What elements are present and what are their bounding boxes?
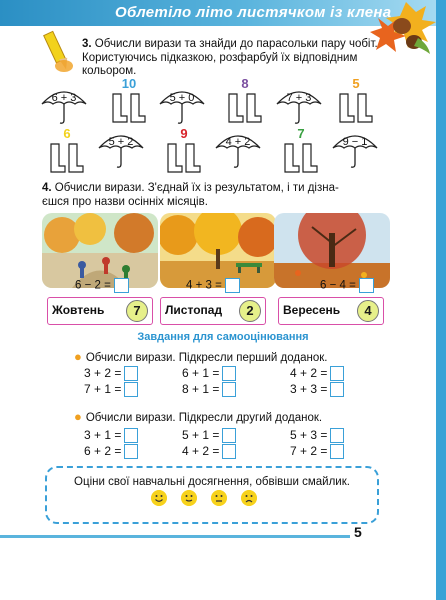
equation: [290, 444, 344, 459]
expression-3: [320, 278, 374, 293]
boots-4[interactable]: [48, 126, 86, 174]
boots-number: 6: [63, 126, 71, 141]
umbrella-4[interactable]: [97, 130, 145, 170]
equation-text: 8 + 1 =: [182, 382, 220, 396]
equation: [290, 428, 344, 443]
umbrella-2[interactable]: [158, 86, 206, 126]
equation-text: 7 + 2 =: [290, 444, 328, 458]
equation-text: 5 + 3 =: [290, 428, 328, 442]
equation: [84, 382, 138, 397]
boots-number: 10: [121, 76, 137, 91]
task4-number: 4.: [42, 182, 52, 194]
equation: [182, 444, 236, 459]
task3-text: [82, 38, 412, 79]
answer-box[interactable]: [124, 366, 138, 381]
self-check-title: Завдання для самооцінювання: [137, 331, 309, 343]
task4-text: [42, 182, 392, 209]
answer-box[interactable]: [222, 366, 236, 381]
equation-text: 4 + 2 =: [182, 444, 220, 458]
falling-leaves-picture: [274, 213, 390, 288]
month-card-3[interactable]: [278, 297, 384, 325]
umbrella-expression: 4 + 2: [225, 136, 251, 148]
instruction-2-text: Обчисли вирази. Підкресли другий доданок.: [85, 412, 323, 424]
answer-box[interactable]: [359, 278, 374, 293]
equation: [290, 382, 344, 397]
month-name: Жовтень: [52, 303, 105, 317]
page-number: 5: [354, 524, 362, 540]
boots-1[interactable]: [110, 76, 148, 124]
boots-number: 8: [241, 76, 249, 91]
answer-box[interactable]: [330, 366, 344, 381]
equation-text: 3 + 2 =: [84, 366, 122, 380]
expression-2: [186, 278, 240, 293]
answer-box[interactable]: [114, 278, 129, 293]
footer-line: [0, 535, 350, 538]
answer-box[interactable]: [330, 444, 344, 459]
month-value: 2: [239, 300, 261, 322]
golden-trees-picture: [160, 213, 276, 288]
task3-line3: кольором.: [82, 65, 137, 77]
boots-6[interactable]: [282, 126, 320, 174]
equation-text: 3 + 1 =: [84, 428, 122, 442]
task3-line1: Обчисли вирази та знайди до парасольки пару чобіт.: [94, 38, 378, 50]
month-value: 4: [357, 300, 379, 322]
month-card-2[interactable]: [160, 297, 266, 325]
equation-text: 3 + 3 =: [290, 382, 328, 396]
neutral-smiley-icon[interactable]: [211, 490, 227, 506]
umbrella-6[interactable]: [331, 130, 379, 170]
equation: [182, 366, 236, 381]
instruction-2: [74, 409, 322, 424]
answer-box[interactable]: [124, 382, 138, 397]
equation: [182, 382, 236, 397]
autumn-park-picture: [42, 213, 158, 288]
umbrella-expression: 6 + 3: [51, 92, 77, 104]
month-value: 7: [126, 300, 148, 322]
bullet-icon: ●: [74, 409, 82, 424]
instruction-1-text: Обчисли вирази. Підкресли перший доданок.: [85, 352, 328, 364]
equation-text: 7 + 1 =: [84, 382, 122, 396]
umbrella-5[interactable]: [214, 130, 262, 170]
boots-5[interactable]: [165, 126, 203, 174]
smile-smiley-icon[interactable]: [181, 490, 197, 506]
expression-2-text: 4 + 3 =: [186, 279, 222, 292]
boots-number: 9: [180, 126, 188, 141]
equation: [84, 366, 138, 381]
instruction-1: [74, 349, 327, 364]
month-card-1[interactable]: [47, 297, 153, 325]
boots-2[interactable]: [226, 76, 264, 124]
side-stripe: [436, 0, 446, 600]
equation: [84, 444, 138, 459]
umbrella-expression: 7 + 3: [286, 92, 312, 104]
umbrella-expression: 5 + 0: [169, 92, 195, 104]
task4-line1: Обчисли вирази. З'єднай їх із результатом, і ти дізна-: [54, 182, 339, 194]
equation-text: 6 + 2 =: [84, 444, 122, 458]
page-title: Облетіло літо листячком із клена: [115, 4, 392, 21]
equation-text: 5 + 1 =: [182, 428, 220, 442]
equation: [182, 428, 236, 443]
answer-box[interactable]: [124, 428, 138, 443]
happy-smiley-icon[interactable]: [151, 490, 167, 506]
boots-number: 5: [352, 76, 360, 91]
equation: [290, 366, 344, 381]
sad-smiley-icon[interactable]: [241, 490, 257, 506]
umbrella-expression: 5 + 2: [108, 136, 134, 148]
task3-number: 3.: [82, 38, 92, 50]
equation-text: 4 + 2 =: [290, 366, 328, 380]
expression-1-text: 6 − 2 =: [75, 279, 111, 292]
self-evaluation-box: [45, 466, 379, 524]
answer-box[interactable]: [124, 444, 138, 459]
month-name: Листопад: [165, 303, 223, 317]
answer-box[interactable]: [225, 278, 240, 293]
task4-line2: єшся про назви осінніх місяців.: [42, 195, 208, 208]
boots-number: 7: [297, 126, 305, 141]
umbrella-expression: 9 − 1: [342, 136, 368, 148]
equation: [84, 428, 138, 443]
evaluation-text: Оціни свої навчальні досягнення, обвівши смайлик.: [74, 476, 350, 488]
expression-3-text: 6 − 4 =: [320, 279, 356, 292]
answer-box[interactable]: [222, 444, 236, 459]
answer-box[interactable]: [222, 382, 236, 397]
month-name: Вересень: [283, 303, 341, 317]
boots-3[interactable]: [337, 76, 375, 124]
answer-box[interactable]: [222, 428, 236, 443]
equation-text: 6 + 1 =: [182, 366, 220, 380]
answer-box[interactable]: [330, 382, 344, 397]
expression-1: [75, 278, 129, 293]
umbrella-3[interactable]: [275, 86, 323, 126]
answer-box[interactable]: [330, 428, 344, 443]
umbrella-1[interactable]: [40, 86, 88, 126]
task3-line2: Користуючись підказкою, розфарбуй їх відповідним: [82, 51, 358, 64]
pencil-icon: [36, 28, 76, 74]
bullet-icon: ●: [74, 349, 82, 364]
